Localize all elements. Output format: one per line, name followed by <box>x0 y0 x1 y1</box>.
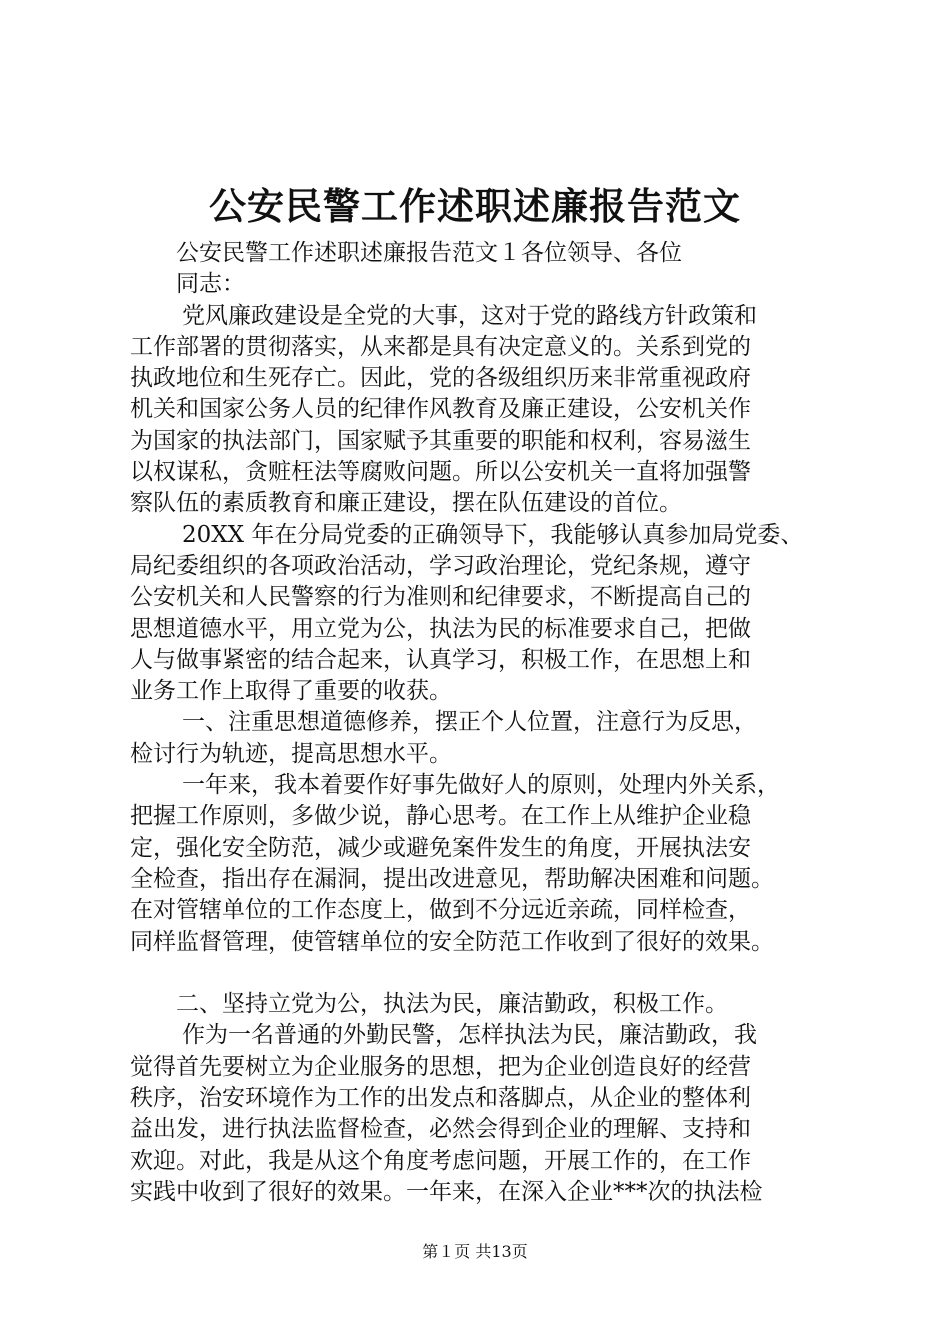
text-line: 业务工作上取得了重要的收获。 <box>130 678 452 705</box>
text-line: 把握工作原则，多做少说，静心思考。在工作上从维护企业稳 <box>130 803 751 830</box>
text-line: 20XX 年在分局党委的正确领导下，我能够认真参加局党委、 <box>182 521 804 548</box>
text-line: 公安民警工作述职述廉报告范文１各位领导、各位 <box>176 240 682 266</box>
text-line: 觉得首先要树立为企业服务的思想，把为企业创造良好的经营 <box>130 1053 751 1080</box>
text-line: 人与做事紧密的结合起来，认真学习，积极工作，在思想上和 <box>130 646 751 673</box>
text-line: 执政地位和生死存亡。因此，党的各级组织历来非常重视政府 <box>130 365 751 392</box>
text-line: 同样监督管理，使管辖单位的安全防范工作收到了很好的效果。 <box>130 928 774 955</box>
text-line: 全检查，指出存在漏洞，提出改进意见，帮助解决困难和问题。 <box>130 865 774 892</box>
document-body <box>130 238 830 1208</box>
text-line: 二、坚持立党为公，执法为民，廉洁勤政，积极工作。 <box>176 991 728 1018</box>
text-line: 局纪委组织的各项政治活动，学习政治理论，党纪条规，遵守 <box>130 552 751 579</box>
text-line: 党风廉政建设是全党的大事，这对于党的路线方针政策和 <box>182 302 757 329</box>
text-line: 在对管辖单位的工作态度上，做到不分远近亲疏，同样检查， <box>130 897 751 924</box>
page-footer: 第１页 共13页 <box>422 1242 528 1261</box>
text-line: 益出发，进行执法监督检查，必然会得到企业的理解、支持和 <box>130 1116 751 1143</box>
text-line: 秩序，治安环境作为工作的出发点和落脚点，从企业的整体利 <box>130 1085 751 1112</box>
text-line: 为国家的执法部门，国家赋予其重要的职能和权利，容易滋生 <box>130 427 751 454</box>
text-line: 欢迎。对此，我是从这个角度考虑问题，开展工作的，在工作 <box>130 1147 751 1174</box>
text-line: 工作部署的贯彻落实，从来都是具有决定意义的。关系到党的 <box>130 333 751 360</box>
text-line: 一年来，我本着要作好事先做好人的原则，处理内外关系， <box>182 772 780 799</box>
blank-line <box>130 958 830 989</box>
text-line: 一、注重思想道德修养，摆正个人位置，注意行为反思， <box>182 709 757 736</box>
text-line: 公安机关和人民警察的行为准则和纪律要求，不断提高自己的 <box>130 584 751 611</box>
text-line: 检讨行为轨迹，提高思想水平。 <box>130 740 452 767</box>
document-title: 公安民警工作述职述廉报告范文 <box>209 184 741 228</box>
text-line: 同志： <box>176 271 245 298</box>
text-line: 机关和国家公务人员的纪律作风教育及廉正建设，公安机关作 <box>130 396 751 423</box>
text-line: 定，强化安全防范，减少或避免案件发生的角度，开展执法安 <box>130 834 751 861</box>
text-line: 思想道德水平，用立党为公，执法为民的标准要求自己，把做 <box>130 615 751 642</box>
text-line: 实践中收到了很好的效果。一年来，在深入企业***次的执法检 <box>130 1178 763 1205</box>
text-line: 以权谋私，贪赃枉法等腐败问题。所以公安机关一直将加强警 <box>130 459 751 486</box>
text-line: 察队伍的素质教育和廉正建设，摆在队伍建设的首位。 <box>130 490 682 517</box>
text-line: 作为一名普通的外勤民警，怎样执法为民，廉洁勤政，我 <box>182 1022 757 1049</box>
